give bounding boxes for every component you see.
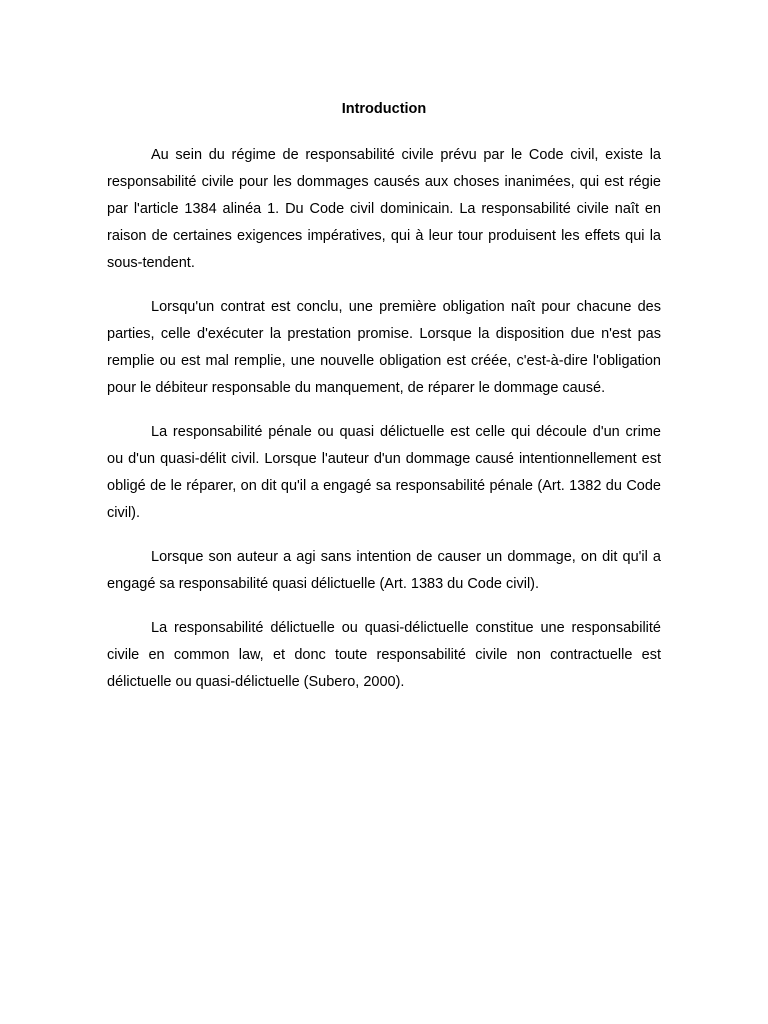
paragraph-2: Lorsqu'un contrat est conclu, une première obligation naît pour chacune des parties, celle d'exécuter la prestation promise. Lorsque la disposition due n'est pas remplie ou est mal remplie, une nouvelle obligation est créée, c'est-à-dire l'obligation pour le débiteur responsable du manquement, de réparer le dommage causé. bbox=[107, 299, 661, 396]
paragraph-4: Lorsque son auteur a agi sans intention de causer un dommage, on dit qu'il a engagé sa responsabilité quasi délictuelle (Art. 1383 du Code civil). bbox=[107, 549, 661, 592]
paragraph-5: La responsabilité délictuelle ou quasi-délictuelle constitue une responsabilité civile en common law, et donc toute responsabilité civile non contractuelle est délictuelle ou quasi-délictuelle (Subero, 2000). bbox=[107, 620, 661, 690]
paragraph-3: La responsabilité pénale ou quasi délictuelle est celle qui découle d'un crime ou d'un quasi-délit civil. Lorsque l'auteur d'un dommage causé intentionnellement est obligé de le réparer, on dit qu'il a engagé sa responsabilité pénale (Art. 1382 du Code civil). bbox=[107, 424, 661, 521]
paragraph-1: Au sein du régime de responsabilité civile prévu par le Code civil, existe la responsabilité civile pour les dommages causés aux choses inanimées, qui est régie par l'article 1384 alinéa 1. Du Code civil dominicain. La responsabilité civile naît en raison de certaines exigences impératives, qui à leur tour produisent les effets qui la sous-tendent. bbox=[107, 147, 661, 271]
document-body bbox=[107, 99, 661, 713]
page-title: Introduction bbox=[341, 101, 427, 117]
